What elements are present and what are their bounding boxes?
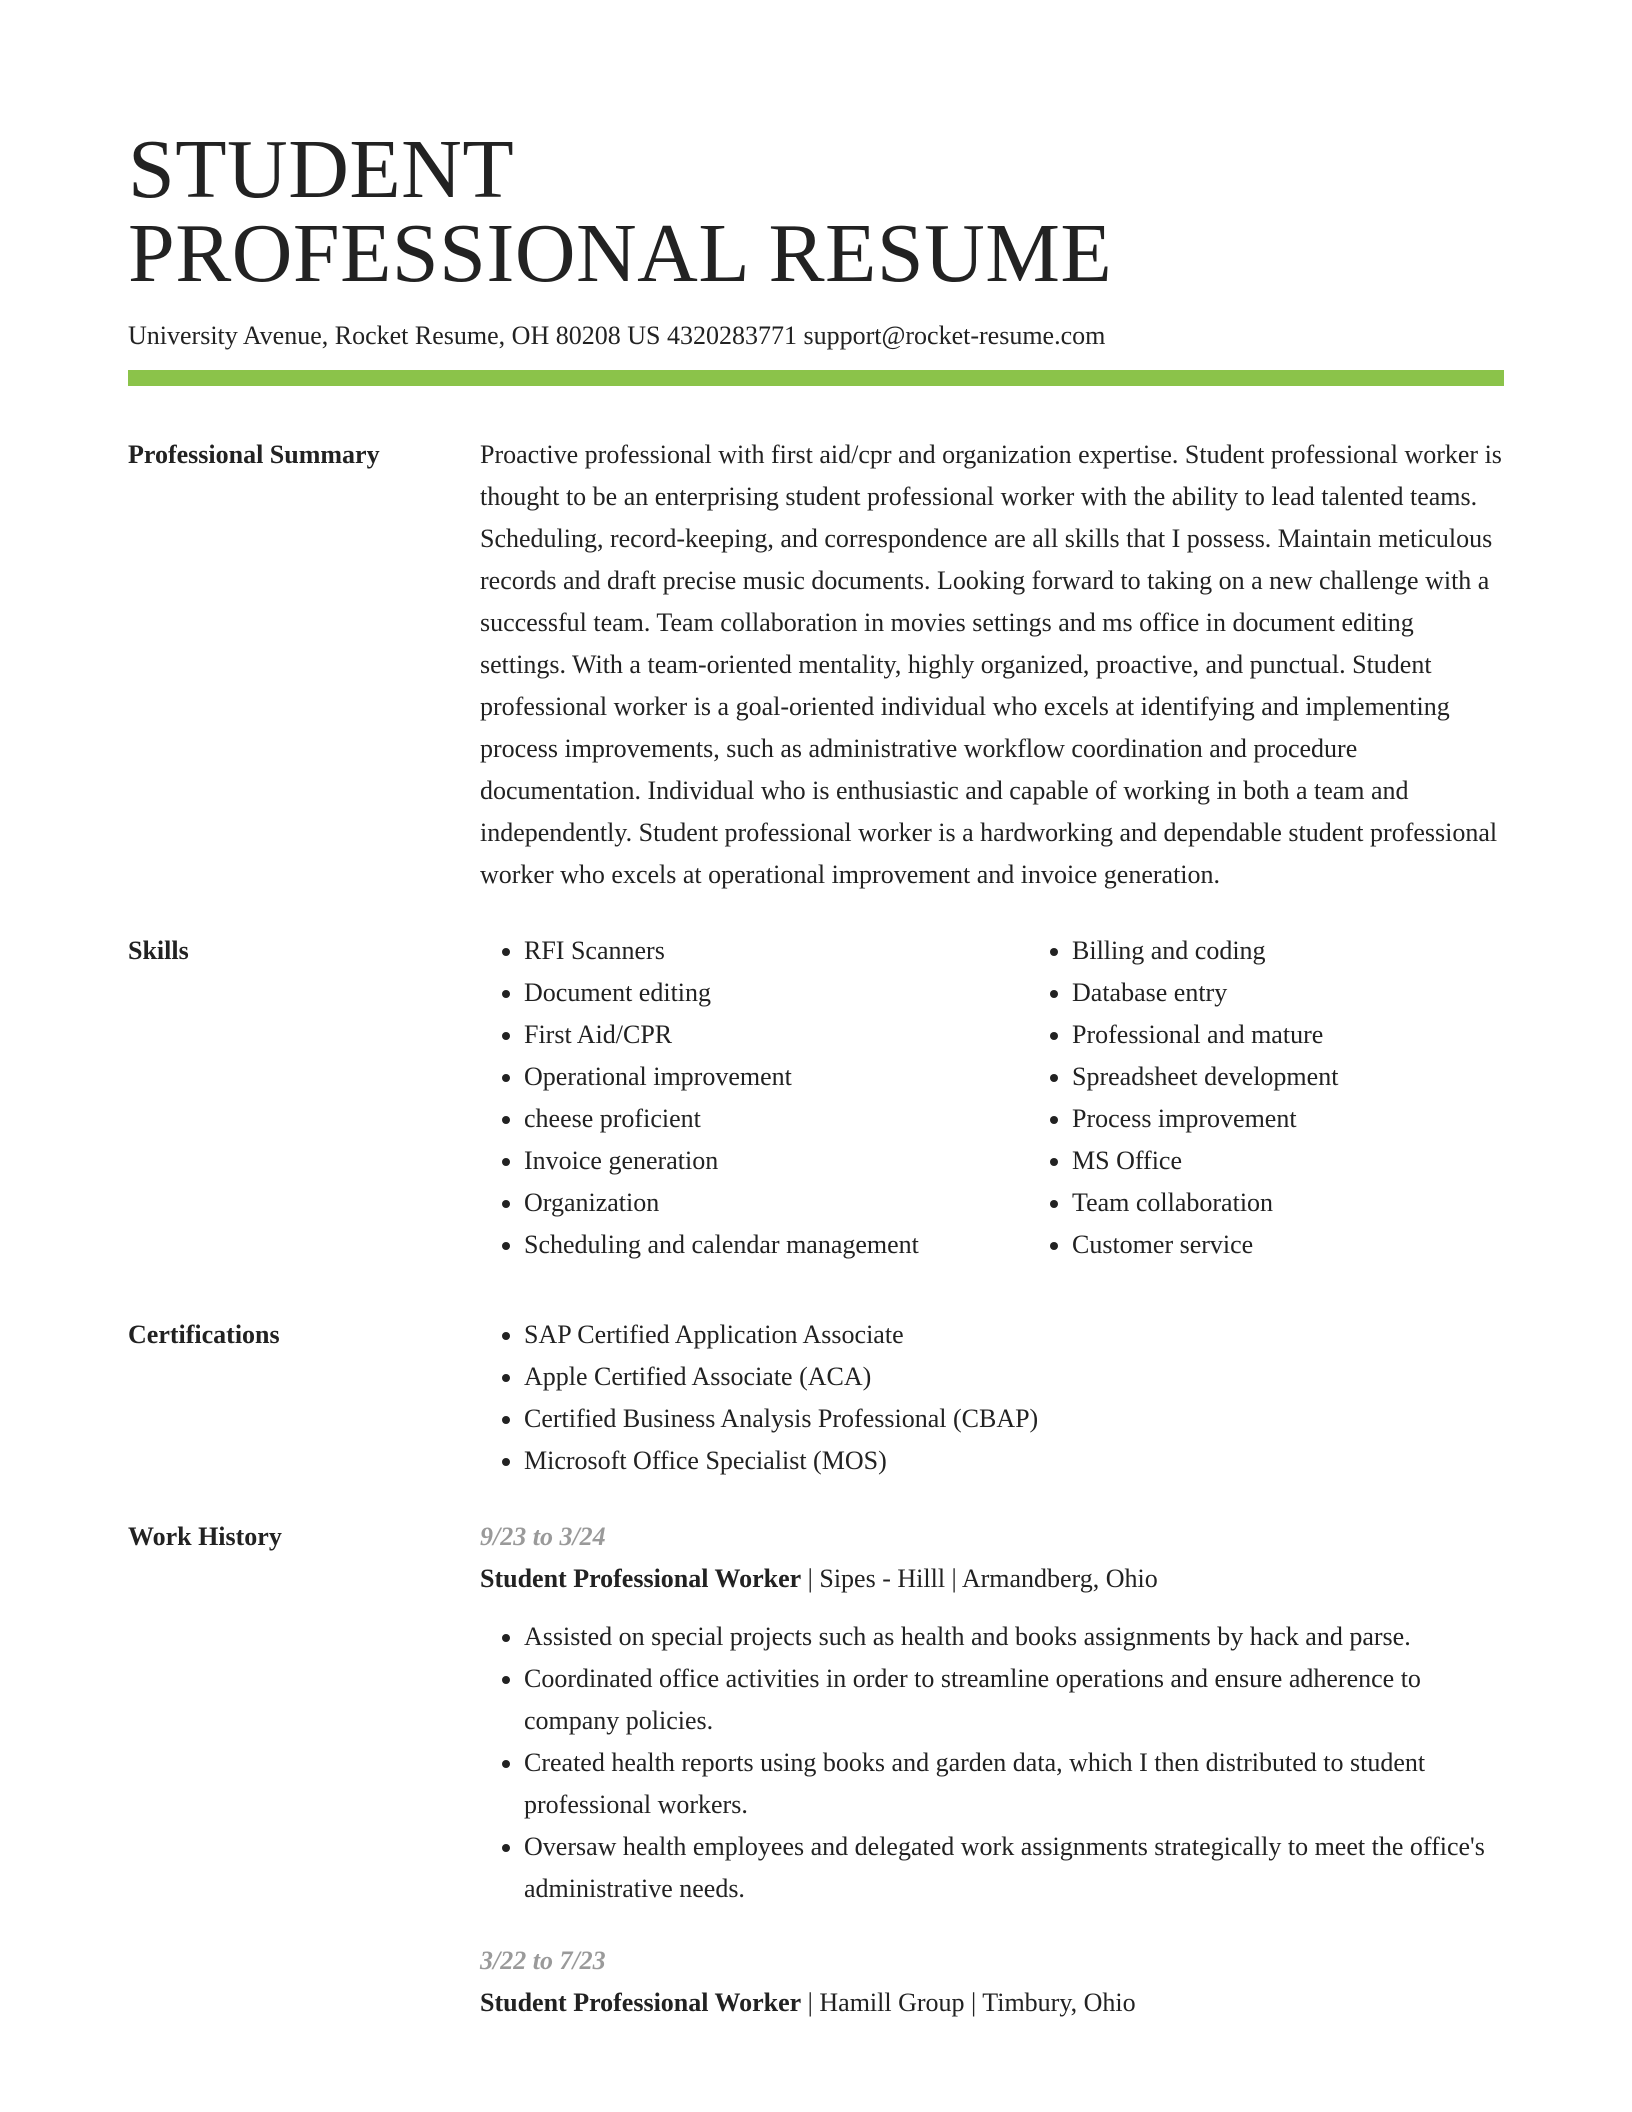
resume-name [128, 123, 1504, 300]
job-title: Student Professional Worker [480, 1988, 802, 2017]
professional-summary-section [128, 434, 1504, 896]
skill-item: • Process improvement [1072, 1098, 1504, 1140]
name-line-2: PROFESSIONAL RESUME [128, 207, 1113, 300]
skills-section [128, 930, 1504, 1266]
name-line-1: STUDENT [128, 123, 515, 216]
skill-item: • MS Office [1072, 1140, 1504, 1182]
job-duty-item: • Oversaw health employees and delegated work assignments strategically to meet the office's administrative needs. [524, 1826, 1504, 1910]
section-label-skills: Skills [128, 936, 189, 965]
job-heading [480, 1982, 1504, 2024]
certification-item: • Certified Business Analysis Professional (CBAP) [524, 1398, 1504, 1440]
certification-item: • SAP Certified Application Associate [524, 1314, 1504, 1356]
certification-item: • Apple Certified Associate (ACA) [524, 1356, 1504, 1398]
skill-item: • Customer service [1072, 1224, 1504, 1266]
work-history-section [128, 1516, 1504, 2048]
job-dates: 3/22 to 7/23 [480, 1946, 606, 1975]
skill-item: • RFI Scanners [524, 930, 1028, 972]
skill-item: • Invoice generation [524, 1140, 1028, 1182]
certifications-list [480, 1314, 1504, 1482]
skill-item: • Operational improvement [524, 1056, 1028, 1098]
accent-divider [128, 370, 1504, 386]
resume-page [128, 123, 1504, 2048]
skills-list-left [480, 930, 1028, 1266]
job-entry [480, 1940, 1504, 2024]
certification-item: • Microsoft Office Specialist (MOS) [524, 1440, 1504, 1482]
certifications-section [128, 1314, 1504, 1482]
skill-item: • Billing and coding [1072, 930, 1504, 972]
skill-item: • Scheduling and calendar management [524, 1224, 1028, 1266]
section-label-work-history: Work History [128, 1522, 282, 1551]
skill-item: • First Aid/CPR [524, 1014, 1028, 1056]
job-duty-item: • Coordinated office activities in order to streamline operations and ensure adherence to company policies. [524, 1658, 1504, 1742]
skill-item: • Document editing [524, 972, 1028, 1014]
skill-item: • cheese proficient [524, 1098, 1028, 1140]
job-duty-item: • Assisted on special projects such as health and books assignments by hack and parse. [524, 1616, 1504, 1658]
skill-item: • Organization [524, 1182, 1028, 1224]
job-employer-location: | Hamill Group | Timbury, Ohio [801, 1988, 1136, 2017]
section-label-summary: Professional Summary [128, 440, 380, 469]
job-employer-location: | Sipes - Hilll | Armandberg, Ohio [801, 1564, 1158, 1593]
skills-list-right [1028, 930, 1504, 1266]
skill-item: • Team collaboration [1072, 1182, 1504, 1224]
skill-item: • Database entry [1072, 972, 1504, 1014]
job-title: Student Professional Worker [480, 1564, 802, 1593]
skill-item: • Professional and mature [1072, 1014, 1504, 1056]
section-label-certifications: Certifications [128, 1320, 280, 1349]
skill-item: • Spreadsheet development [1072, 1056, 1504, 1098]
job-duty-item: • Created health reports using books and garden data, which I then distributed to student professional workers. [524, 1742, 1504, 1826]
summary-text: Proactive professional with first aid/cpr and organization expertise. Student professional worker is thought to be an enterprising student professional worker with the ability to lead talented teams. Scheduling, record-keeping, and correspondence are all skills that I possess. Maintain meticulous records and draft precise music documents. Looking forward to taking on a new challenge with a successful team. Team collaboration in movies settings and ms office in document editing settings. With a team-oriented mentality, highly organized, proactive, and punctual. Student professional worker is a goal-oriented individual who excels at identifying and implementing process improvements, such as administrative workflow coordination and procedure documentation. Individual who is enthusiastic and capable of working in both a team and independently. Student professional worker is a hardworking and dependable student professional worker who excels at operational improvement and invoice generation. [480, 440, 1502, 889]
job-entry [480, 1516, 1504, 1910]
job-heading [480, 1558, 1504, 1600]
resume-header [128, 123, 1504, 386]
contact-info: University Avenue, Rocket Resume, OH 80208 US 4320283771 support@rocket-resume.com [128, 321, 1106, 350]
job-dates: 9/23 to 3/24 [480, 1522, 606, 1551]
job-duties-list [480, 1616, 1504, 1910]
